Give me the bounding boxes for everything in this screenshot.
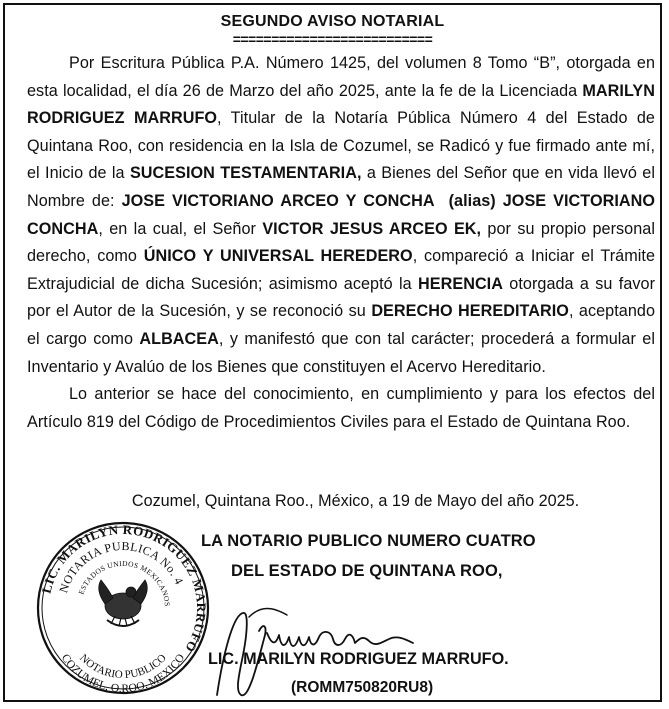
notary-seal-icon [35, 520, 211, 696]
succession-type: SUCESION TESTAMENTARIA, [129, 164, 362, 183]
text: por su propio personal derecho, como [27, 219, 655, 266]
notary-title-line-1: LA NOTARIO PUBLICO NUMERO CUATRO [201, 532, 536, 550]
title-separator: ========================== [232, 31, 433, 47]
deceased-alias: (alias) JOSE VICTORIANO CONCHA [27, 191, 655, 238]
seal-outer-text: LIC. MARILYN RODRIGUEZ MARRUFO [38, 521, 210, 656]
seal-bottom-text-1: NOTARIO PUBLICO [77, 651, 169, 682]
deceased-name: JOSE VICTORIANO ARCEO Y CONCHA [121, 191, 435, 210]
hereditary-right-term: DERECHO HEREDITARIO [371, 302, 569, 321]
signer-rfc: (ROMM750820RU8) [291, 679, 434, 696]
heir-role: ÚNICO Y UNIVERSAL HEREDERO [143, 247, 413, 266]
notary-name: MARILYN RODRIGUEZ MARRUFO [27, 81, 655, 128]
inheritance-term: HERENCIA [418, 274, 503, 293]
paragraph-1 [27, 50, 655, 381]
text [435, 192, 449, 210]
text: , y manifestó que con tal carácter; procederá a formular el Inventario y Avalúo de los Bienes que constituyen el Acervo Hereditario. [27, 329, 655, 376]
text: a Bienes del Señor que en vida llevó el Nombre de: [27, 164, 656, 210]
notice-body [27, 50, 655, 436]
signer-name: LIC. MARILYN RODRIGUEZ MARRUFO. [208, 650, 509, 668]
text: , en la cual, el Señor [98, 219, 263, 238]
text: Por Escritura Pública P.A. Número 1425, del volumen 8 Tomo “B”, otorgada en esta localidad, el día 26 de Marzo del año 2025, ante la fe de la Licenciada [27, 54, 655, 100]
heir-name: VICTOR JESUS ARCEO EK, [262, 219, 482, 238]
dateline: Cozumel, Quintana Roo., México, a 19 de Mayo del año 2025. [131, 492, 580, 510]
notice-frame [3, 3, 662, 702]
text: otorgada a su favor por el Autor de la Sucesión, y se reconoció su [27, 274, 656, 321]
notary-title-line-2: DEL ESTADO DE QUINTANA ROO, [231, 562, 503, 580]
seal-bottom-text-2: COZUMEL, Q.ROO. MEXICO [58, 652, 188, 696]
executor-term: ALBACEA [139, 329, 219, 348]
text: , compareció a Iniciar el Trámite Extrajudicial de dicha Sucesión; asimismo aceptó la [27, 247, 655, 293]
paragraph-2: Lo anterior se hace del conocimiento, en cumplimiento y para los efectos del Artículo 819 del Código de Procedimientos Civiles para el Estado de Quintana Roo. [27, 385, 655, 431]
seal-emblem-text: ESTADOS UNIDOS MEXICANOS [76, 558, 173, 607]
text: , Titular de la Notaría Pública Número 4 del Estado de Quintana Roo, con residencia en la Isla de Cozumel, se Radicó y fue firmado ante mí, el Inicio de la [27, 109, 655, 183]
seal-inner-text: NOTARIA PUBLICA No. 4 [56, 538, 187, 595]
text: , aceptando el cargo como [27, 302, 655, 348]
notice-title: SEGUNDO AVISO NOTARIAL [220, 13, 445, 30]
